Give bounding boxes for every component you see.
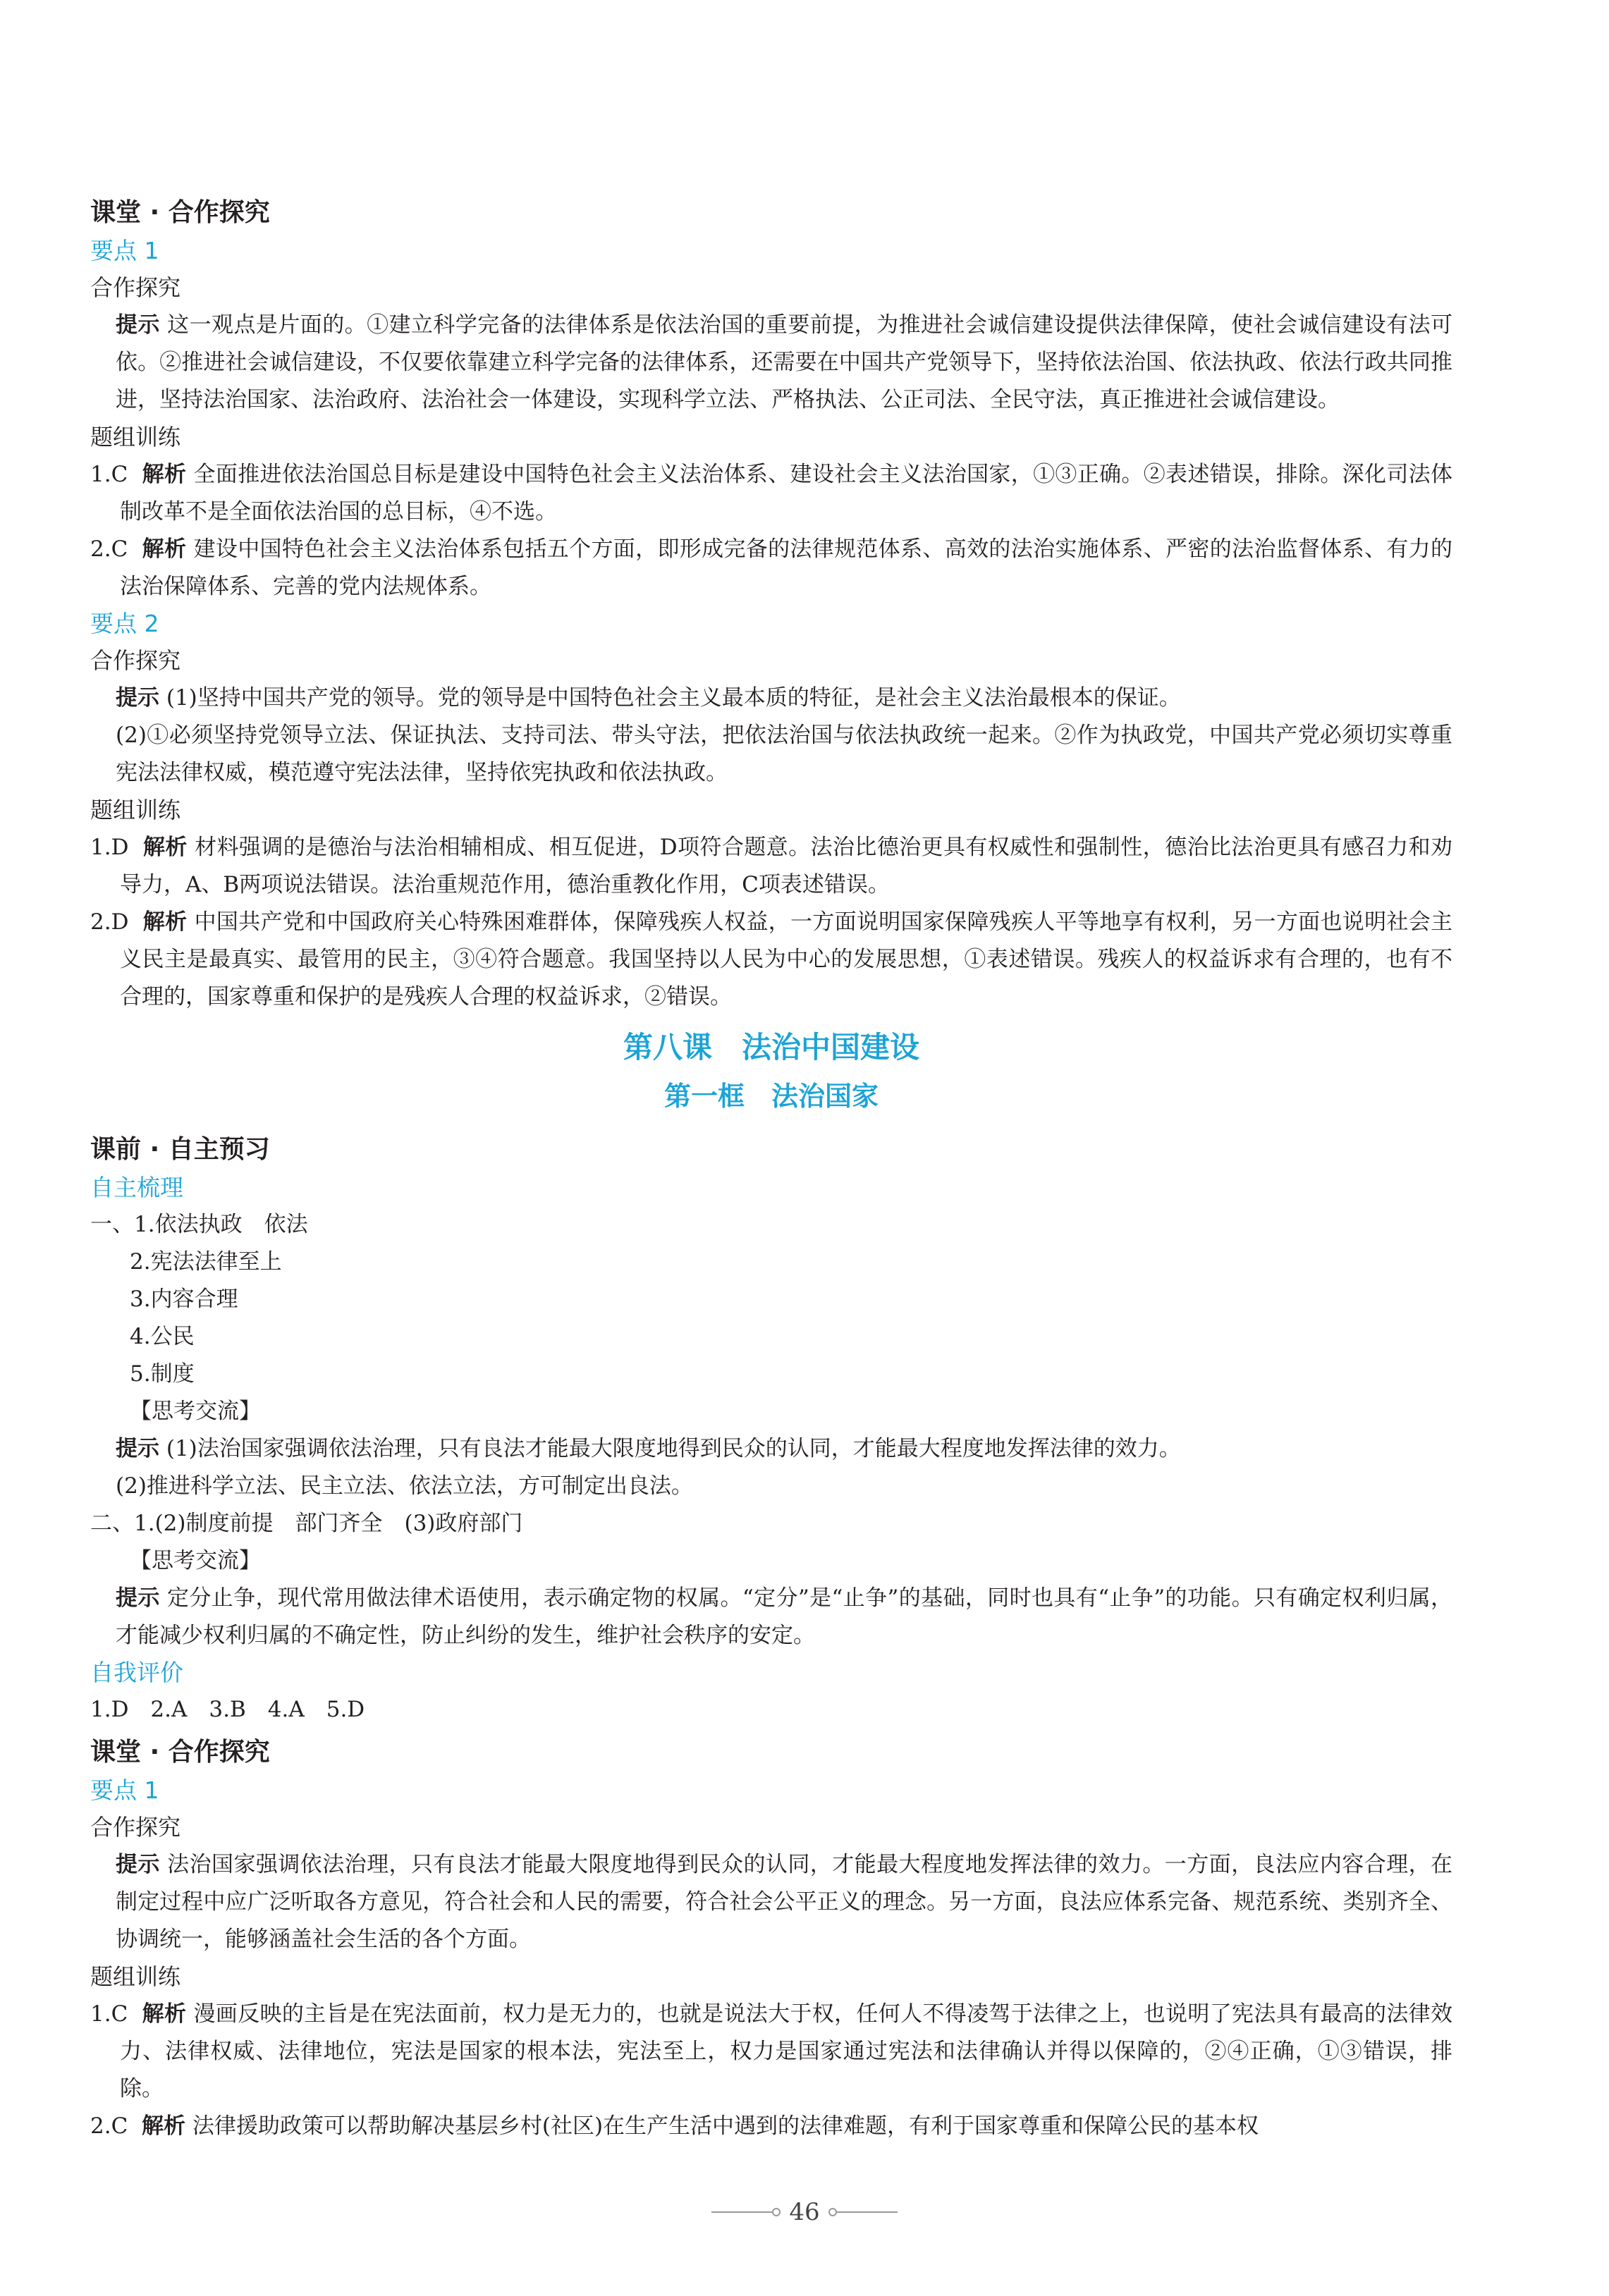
analysis-tag: 解析 (142, 909, 188, 935)
hint-paragraph: (2)①必须坚持党领导立法、保证执法、支持司法、带头守法，把依法治国与依法执政统一起来。②作为执政党，中国共产党必须切实尊重宪法法律权威，模范遵守宪法法律，坚持依宪执政和依法执政。 (116, 723, 1452, 785)
training-label: 题组训练 (90, 424, 181, 450)
section-heading-classroom: 课堂 · 合作探究 (90, 1738, 270, 1767)
answer-number: 1.C (90, 462, 128, 487)
list-item: 2.宪法法律至上 (130, 1249, 282, 1275)
analysis-tag: 解析 (142, 536, 187, 562)
hint-paragraph: (2)推进科学立法、民主立法、依法立法，方可制定出良法。 (116, 1473, 693, 1499)
key-point-1-label: 要点 1 (90, 237, 159, 264)
analysis-text: 漫画反映的主旨是在宪法面前，权力是无力的，也就是说法大于权，任何人不得凌驾于法律之上，也说明了宪法具有最高的法律效力、法律权威、法律地位，宪法是国家的根本法，宪法至上，权力是国家通过宪法和法律确认并得以保障的，②④正确，①③错误，排除。 (120, 2001, 1453, 2101)
hint-text: 法治国家强调依法治理，只有良法才能最大限度地得到民众的认同，才能最大程度地发挥法律的效力。一方面，良法应内容合理，在制定过程中应广泛听取各方意见，符合社会和人民的需要，符合社会公平正义的理念。另一方面，良法应体系完备、规范系统、类别齐全、协调统一，能够涵盖社会生活的各个方面。 (116, 1852, 1452, 1952)
hint-paragraph (90, 307, 1452, 419)
answer-number: 1.D (90, 835, 129, 860)
hint-paragraph (90, 1580, 1452, 1655)
section-heading-classroom: 课堂 · 合作探究 (90, 198, 270, 227)
hint-text: 定分止争，现代常用做法律术语使用，表示确定物的权属。“定分”是“止争”的基础，同时也具有“止争”的功能。只有确定权利归属，才能减少权利归属的不确定性，防止纠纷的发生，维护社会秩序的安定。 (116, 1585, 1453, 1648)
think-label: 【思考交流】 (130, 1399, 261, 1424)
explore-label: 合作探究 (90, 647, 181, 674)
explore-label: 合作探究 (90, 1814, 181, 1841)
list-item: 4.公民 (130, 1324, 195, 1349)
eval-answers: 1.D 2.A 3.B 4.A 5.D (90, 1697, 365, 1722)
list-item: 二、1.(2)制度前提 部门齐全 (3)政府部门 (90, 1511, 523, 1536)
hint-paragraph (90, 1846, 1452, 1958)
answer-number: 2.C (90, 2113, 128, 2139)
analysis-text: 材料强调的是德治与法治相辅相成、相互促进，D项符合题意。法治比德治更具有权威性和强制性，德治比法治更具有感召力和劝导力，A、B两项说法错误。法治重规范作用，德治重教化作用，C项表述错误。 (120, 835, 1453, 897)
training-label: 题组训练 (90, 797, 181, 823)
analysis-text: 全面推进依法治国总目标是建设中国特色社会主义法治体系、建设社会主义法治国家，①③正确。②表述错误，排除。深化司法体制改革不是全面依法治国的总目标，④不选。 (120, 462, 1453, 524)
hint-tag: 提示 (116, 685, 159, 711)
answer-item (90, 904, 1452, 1016)
page-number: 46 (789, 2198, 820, 2226)
answer-item (90, 2108, 1452, 2145)
answer-item (90, 456, 1452, 531)
hint-tag: 提示 (116, 1436, 159, 1461)
self-sorting-label: 自主梳理 (90, 1174, 183, 1201)
analysis-tag: 解析 (142, 2113, 186, 2139)
list-item: 3.内容合理 (130, 1287, 238, 1312)
hint-text: (1)坚持中国共产党的领导。党的领导是中国特色社会主义最本质的特征，是社会主义法治最根本的保证。 (166, 685, 1181, 711)
answer-item (90, 531, 1452, 606)
section-heading-preview: 课前 · 自主预习 (90, 1135, 270, 1164)
hint-text: 这一观点是片面的。①建立科学完备的法律体系是依法治国的重要前提，为推进社会诚信建设提供法律保障，使社会诚信建设有法可依。②推进社会诚信建设，不仅要依靠建立科学完备的法律体系，还需要在中国共产党领导下，坚持依法治国、依法执政、依法行政共同推进，坚持法治国家、法治政府、法治社会一体建设，实现科学立法、严格执法、公正司法、全民守法，真正推进社会诚信建设。 (116, 312, 1452, 412)
frame-title: 第一框 法治国家 (663, 1081, 879, 1112)
key-point-2-label: 要点 2 (90, 610, 159, 637)
hint-tag: 提示 (116, 1585, 160, 1611)
footer-rule-left (711, 2211, 776, 2213)
answer-item (90, 829, 1452, 904)
analysis-tag: 解析 (142, 462, 187, 487)
think-label: 【思考交流】 (130, 1548, 261, 1573)
answer-number: 2.C (90, 536, 128, 562)
hint-tag: 提示 (116, 1852, 160, 1877)
hint-text: (1)法治国家强调依法治理，只有良法才能最大限度地得到民众的认同，才能最大程度地发挥法律的效力。 (166, 1436, 1181, 1461)
footer-rule-right (833, 2211, 898, 2213)
lesson-title: 第八课 法治中国建设 (623, 1030, 919, 1064)
answer-item (90, 1996, 1452, 2108)
analysis-text: 法律援助政策可以帮助解决基层乡村(社区)在生产生活中遇到的法律难题，有利于国家尊重和保障公民的基本权 (192, 2113, 1259, 2139)
hint-tag: 提示 (116, 312, 160, 338)
page-number-footer (0, 2198, 1609, 2226)
hint-paragraph (90, 680, 1452, 717)
analysis-text: 中国共产党和中国政府关心特殊困难群体，保障残疾人权益，一方面说明国家保障残疾人平等地享有权利，另一方面也说明社会主义民主是最真实、最管用的民主，③④符合题意。我国坚持以人民为中心的发展思想，①表述错误。残疾人的权益诉求有合理的，也有不合理的，国家尊重和保护的是残疾人合理的权益诉求，②错误。 (120, 909, 1453, 1009)
answer-number: 2.D (90, 909, 129, 935)
list-item: 5.制度 (130, 1361, 195, 1387)
key-point-1-label: 要点 1 (90, 1776, 159, 1804)
explore-label: 合作探究 (90, 274, 181, 301)
list-item: 一、1.依法执政 依法 (90, 1212, 308, 1237)
answer-number: 1.C (90, 2001, 128, 2027)
analysis-tag: 解析 (142, 835, 188, 860)
analysis-tag: 解析 (142, 2001, 187, 2027)
training-label: 题组训练 (90, 1963, 181, 1990)
analysis-text: 建设中国特色社会主义法治体系包括五个方面，即形成完备的法律规范体系、高效的法治实施体系、严密的法治监督体系、有力的法治保障体系、完善的党内法规体系。 (120, 536, 1453, 599)
self-eval-label: 自我评价 (90, 1659, 183, 1686)
hint-paragraph (90, 1430, 1452, 1468)
